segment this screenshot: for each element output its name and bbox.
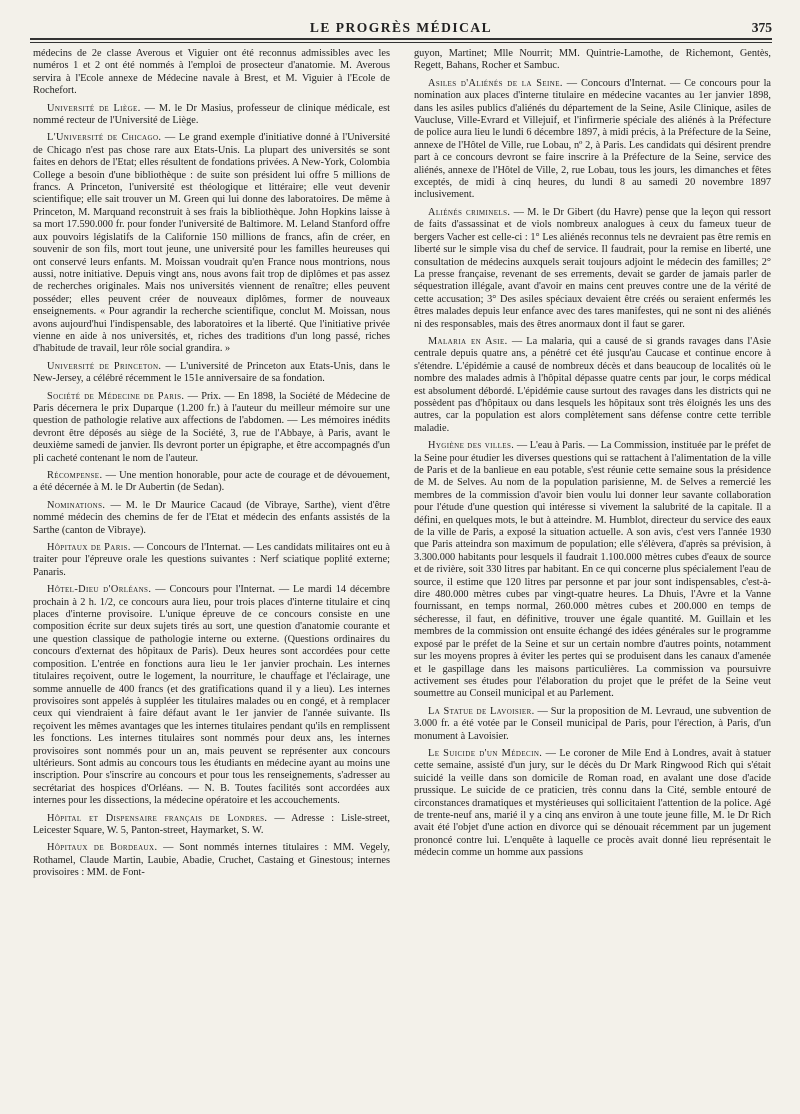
news-paragraph [33,584,390,807]
paragraph-heading: La Statue de Lavoisier. [428,705,535,717]
paragraph-text: — Sur la proposition de M. Levraud, une subvention de 3.000 fr. a été votée par le Conseil municipal de Paris, pour l'érection, à Paris, d'un monument à Lavoisier. [414,705,771,742]
news-paragraph [33,470,390,495]
news-paragraph [414,706,771,743]
paragraph-heading: Hôpital et Dispensaire français de Londres. [47,812,268,824]
paragraph-heading: Malaria en Asie. [428,335,508,347]
header-rule-thick [30,38,772,40]
paragraph-heading: Université de Princeton. [47,360,162,372]
paragraph-text: — M. le Dr Gibert (du Havre) pense que la leçon qui ressort de faits d'assassinat et de viols nombreux analogues à ceux du fameux tueur de bergers Vacher est celle-ci : 1° Les aliénés reconnus tels ne devraient pas être remis en liberté sur le simple visa du chef de service. Il faudrait, pour la remise en liberté, une consultation de médecins auxquels serait toujours adjoint le médecin des familles; 2° La presse française, revenant de ses errements, devait se garder de jamais parler de séquestration illégale, avant d'avoir en mains cent preuves contre une de la vérité de cette accusation; 3° Des asiles spéciaux devaient être créés ou seraient enfermés les êtres malades depuis leur enfance avec des tares manifestes, qui ne sont ni des aliénés ni des responsables, mais des êtres anormaux dont il faut se garer. [414,206,771,330]
paragraph-heading: Le Suicide d'un Médecin. [428,747,543,759]
news-paragraph [414,207,771,331]
news-paragraph [414,78,771,202]
paragraph-text: — Une mention honorable, pour acte de courage et de dévouement, a été décernée à M. le Dr Aubertin (de Sedan). [33,470,390,494]
news-paragraph [33,103,390,128]
paragraph-heading: Université de Liège. [47,102,141,114]
page-number: 375 [751,20,772,35]
paragraph-text: — Le grand exemple d'initiative donné à l'Université de Chicago n'est pas chose rare aux Etats-Unis. La plupart des universités se sont faites en dehors de l'Etat; elles résultent de fondations privées. A New-York, Colombia College a besoin d'une bibliothèque : de suite son président lui offre 5 millions de francs. A Princeton, l'université est théologique et littéraire; elle veut devenir scientifique; elle sait trouver un M. Green qui lui donne des laboratoires. De même à Princeton, M. Marquand reconstruit à ses frais la bibliothèque. John Hopkins laisse à sa mort 17.590.000 fr. pour fonder l'université de Baltimore. M. Leland Stanford offre aux pouvoirs législatifs de la Californie 150 millions de francs, afin de créer, en souvenir de son fils, mort tout jeune, une université pour les familles heureuses qui ont conservé leurs enfants. M. Moissan voudrait qu'en France nous montrions, nous aussi, notre initiative. Depuis vingt ans, nous avons fait trop de diplômes et pas assez de recherches originales. Mais nos universités viennent de renaître; elles peuvent posséder; elles peuvent créer de nouveaux diplômes, former de nouveaux enseignements. « Pour agrandir la recherche scientifique, conclut M. Moissan, nous avons aujourd'hui l'indispensable, des laboratoires et la liberté. Que l'initiative privée vienne en aide à nos universités, et, riches des traditions d'un long passé, riches d'habitude de travail, leur rôle social grandira. » [33,132,390,355]
paragraph-heading: Hygiène des villes. [428,440,515,452]
journal-title: LE PROGRÈS MÉDICAL [309,20,493,35]
news-paragraph [33,132,390,355]
news-paragraph [414,440,771,701]
news-paragraph [414,748,771,860]
news-paragraph [33,500,390,537]
header-rule-thin [30,42,772,43]
news-paragraph [33,542,390,579]
paragraph-heading: Hôtel-Dieu d'Orléans. [47,584,152,596]
paragraph-text: — M. le Dr Maurice Cacaud (de Vibraye, Sarthe), vient d'être nommé médecin des chemins de fer de l'Etat et médecin des enfants assistés de la Sarthe (canton de Vibraye). [33,499,390,536]
news-paragraph [33,391,390,465]
news-paragraph [33,842,390,879]
paragraph-heading: L'Université de Chicago. [47,132,162,144]
paragraph-text: — L'eau à Paris. — La Commission, instituée par le préfet de la Seine pour étudier les diverses questions qui se rattachent à l'alimentation de la ville de Paris et de la banlieue en eau potable, s'est réunie cette semaine sous la présidence de M. de Selves. Au nom de la population parisienne, M. de Selves a remercié les membres de la commission d'avoir bien voulu lui donner leur savante collaboration pour l'étude d'une question qui intéresse si vivement la salubrité de la capitale. Il a défini, en quelques mots, le but à atteindre. M. Humblot, directeur du service des eaux de la ville de Paris, a exposé la situation actuelle. A son avis, c'est vers l'année 1930 que Paris atteindra son maximum de population; elle s'élèvera, d'après sa prévision, à 3.300.000 habitants pour lesquels il faudrait 1.100.000 mètres cubes d'eaux de source et de rivière, soit 330 litres par habitant. En ce qui concerne plus spécialement l'eau de source, il estime que 120 litres par personne et par jour sont indispensables, c'est-à-dire 480.000 mètres cubes par vingt-quatre heures. La Dhuis, l'Avre et la Vanne fournissant, en temps normal, 260.000 mètres cubes et 200.000 en temps de sécheresse, il faut, en définitive, trouver une égale quantité. M. Guillain et les membres de la commission ont ensuite échangé des idées générales sur le programme exposé par le préfet de la Seine et sur un certain nombre d'autres points, notamment sur les moyens propres à éviter les pertes qui se produisent dans les canaux d'amenée et le gaspillage dans les maisons particulières. La commission va poursuivre activement ses études pour l'élaboration du projet que le préfet de la Seine veut soumettre au Conseil municipal et au Parlement. [414,440,771,700]
paragraph-heading: Nominations. [47,499,106,511]
paragraph-heading: Société de Médecine de Paris. [47,390,185,402]
news-paragraph [414,48,771,73]
paragraph-text: — Concours de l'Internat. — Les candidats militaires ont eu à traiter pour l'épreuve orale les questions suivantes : Nerf sciatique poplité externe; Panaris. [33,542,390,578]
news-paragraph [414,336,771,435]
paragraph-text: — Le coroner de Mile End à Londres, avait à statuer cette semaine, assisté d'un jury, sur le décès du Dr Mark Ringwood Rich qui s'était suicidé la veille dans son domicile de Roman road, en avalant une dose d'acide prussique. Le suicide de ce praticien, très connu dans la Cité, semble entouré de circonstances dramatiques et mystérieuses qui sollicitaient l'attention de la police. Agé de trente-neuf ans, marié il y a cinq ans environ à une toute jeune fille, M. le Dr Rich avait été l'objet d'une action en divorce qui se dénouait récemment par un jugement prononcé contre lui. L'enquête à laquelle ce procès avait donné lieu représentait le médecin comme un homme aux passions [414,747,771,859]
paragraph-heading: Récompense. [47,470,103,481]
paragraph-text: — L'université de Princeton aux Etats-Unis, dans le New-Jersey, a célébré récemment le 151e anniversaire de sa fondation. [33,360,390,385]
news-paragraph [33,48,390,98]
paragraph-text: — Sont nommés internes titulaires : MM. Vegely, Rothamel, Claude Martin, Laubie, Abadie, Cruchet, Castaing et Ginestous; internes provisoires : MM. de Font- [33,842,391,879]
paragraph-heading: Aliénés criminels. [428,206,511,218]
paragraph-text: — M. le Dr Masius, professeur de clinique médicale, est nommé recteur de l'Université de Liège. [33,102,390,127]
paragraph-text: guyon, Martinet; Mlle Nourrit; MM. Quintrie-Lamothe, de Richemont, Gentès, Regett, Bahans, Rocher et Sambuc. [414,48,771,72]
paragraph-heading: Asiles d'Aliénés de la Seine. [428,77,563,89]
paragraph-heading: Hôpitaux de Bordeaux. [47,842,158,854]
paragraph-text: — La malaria, qui a causé de si grands ravages dans l'Asie centrale depuis quatre ans, a pénétré cet été jusqu'au Caucase et continue encore à s'étendre. L'épidémie a causé de nombreux décès et dans beaucoup de localités où le nombre des malades admis à l'hôpital dépasse quatre cents par jour, le corps médical est absolument débordé. L'épidémie cause surtout des ravages dans les districts qui ne possèdent pas d'hôpitaux ou dans lesquels les hôpitaux sont très éloignés les uns des autres, car la population est alors complètement sans défense contre cette terrible maladie. [414,335,771,434]
paragraph-text: médecins de 2e classe Averous et Viguier ont été reconnus admissibles avec les numéros 1 et 2 ont été nommés à l'emploi de prosecteur d'anatomie. M. Averous servira à l'Ecole annexe de Médecine navale à Brest, et M. Viguier à l'Ecole de Rochefort. [33,48,390,97]
paragraph-text: — Prix. — En 1898, la Société de Médecine de Paris décernera le prix Duparque (1.200 fr.) à l'auteur du meilleur mémoire sur une question de pathologie relative aux affections de l'abdomen. — Les mémoires inédits devront être déposés au siège de la Société, 3, rue de l'Abbaye, à Paris, avant le deuxième samedi de janvier. Ils devront porter un épigraphe, et être accompagnés d'un pli cacheté contenant le nom de l'auteur. [33,390,391,464]
paragraph-text: — Concours d'Internat. — Ce concours pour la nomination aux places d'interne titulaire en médecine vacantes au 1er janvier 1898, dans les asiles publics d'aliénés du département de la Seine, Asile Clinique, asiles de Vaucluse, Ville-Evrard et Villejuif, et l'infirmerie spéciale des aliénés à la Préfecture de police aura lieu le lundi 6 décembre 1897, à midi précis, à la Préfecture de la Seine, annexe de l'Hôtel de Ville, rue Lobau, nº 2, à Paris. Les candidats qui désirent prendre part à ce concours devront se faire inscrire à la Préfecture de la Seine, service des aliénés, annexe de l'Hôtel de Ville, 2, rue Lobau, tous les jours, les dimanches et fêtes exceptés, de midi à cinq heures, du lundi 8 au samedi 20 novembre 1897 inclusivement. [414,77,772,201]
right-column [414,48,771,865]
paragraph-text: — Adresse : Lisle-street, Leicester Square, W. 5, Panton-street, Haymarket, S. W. [33,812,390,836]
news-paragraph [33,361,390,386]
paragraph-heading: Hôpitaux de Paris. [47,542,131,554]
left-column [33,48,390,885]
news-paragraph [33,813,390,838]
paragraph-text: — Concours pour l'Internat. — Le mardi 14 décembre prochain à 2 h. 1/2, ce concours aura lieu, pour trois places d'interne titulaire et cinq places d'interne provisoire. L'unique épreuve de ce concours consiste en une composition écrite sur deux sujets tirés au sort, une question d'anatomie courante et une question classique de pathologie interne ou externe. (Questions ordinaires du concours d'externat des hôpitaux de Paris). Deux heures sont accordées pour cette composition. L'entrée en fonctions aura lieu le 1er janvier prochain. Les internes titulaires reçoivent, outre le logement, la nourriture, le chauffage et l'éclairage, une somme annuelle de 400 francs (et des gratifications quand il y a lieu). Les internes provisoires sont appelés à suppléer les titulaires malades ou en congé, et à remplacer ceux qui viendraient à faire défaut avant le 1er janvier de l'année suivante. Ils reçoivent les mêmes avantages que les internes titulaires pendant qu'ils en remplissent les fonctions. Les internes titulaires sont nommés pour deux ans, les internes provisoires sont nommés pour un an, mais peuvent se représenter aux concours ultérieurs. Sont admis au concours tous les étudiants en médecine ayant au moins une inscription. Pour s'inscrire au concours et pour tous les renseignements, s'adresser au secrétariat des hospices d'Orléans. — N. B. Toutes facilités sont accordées aux internes pour les dissections, la médecine opératoire et les accouchements. [33,584,390,807]
